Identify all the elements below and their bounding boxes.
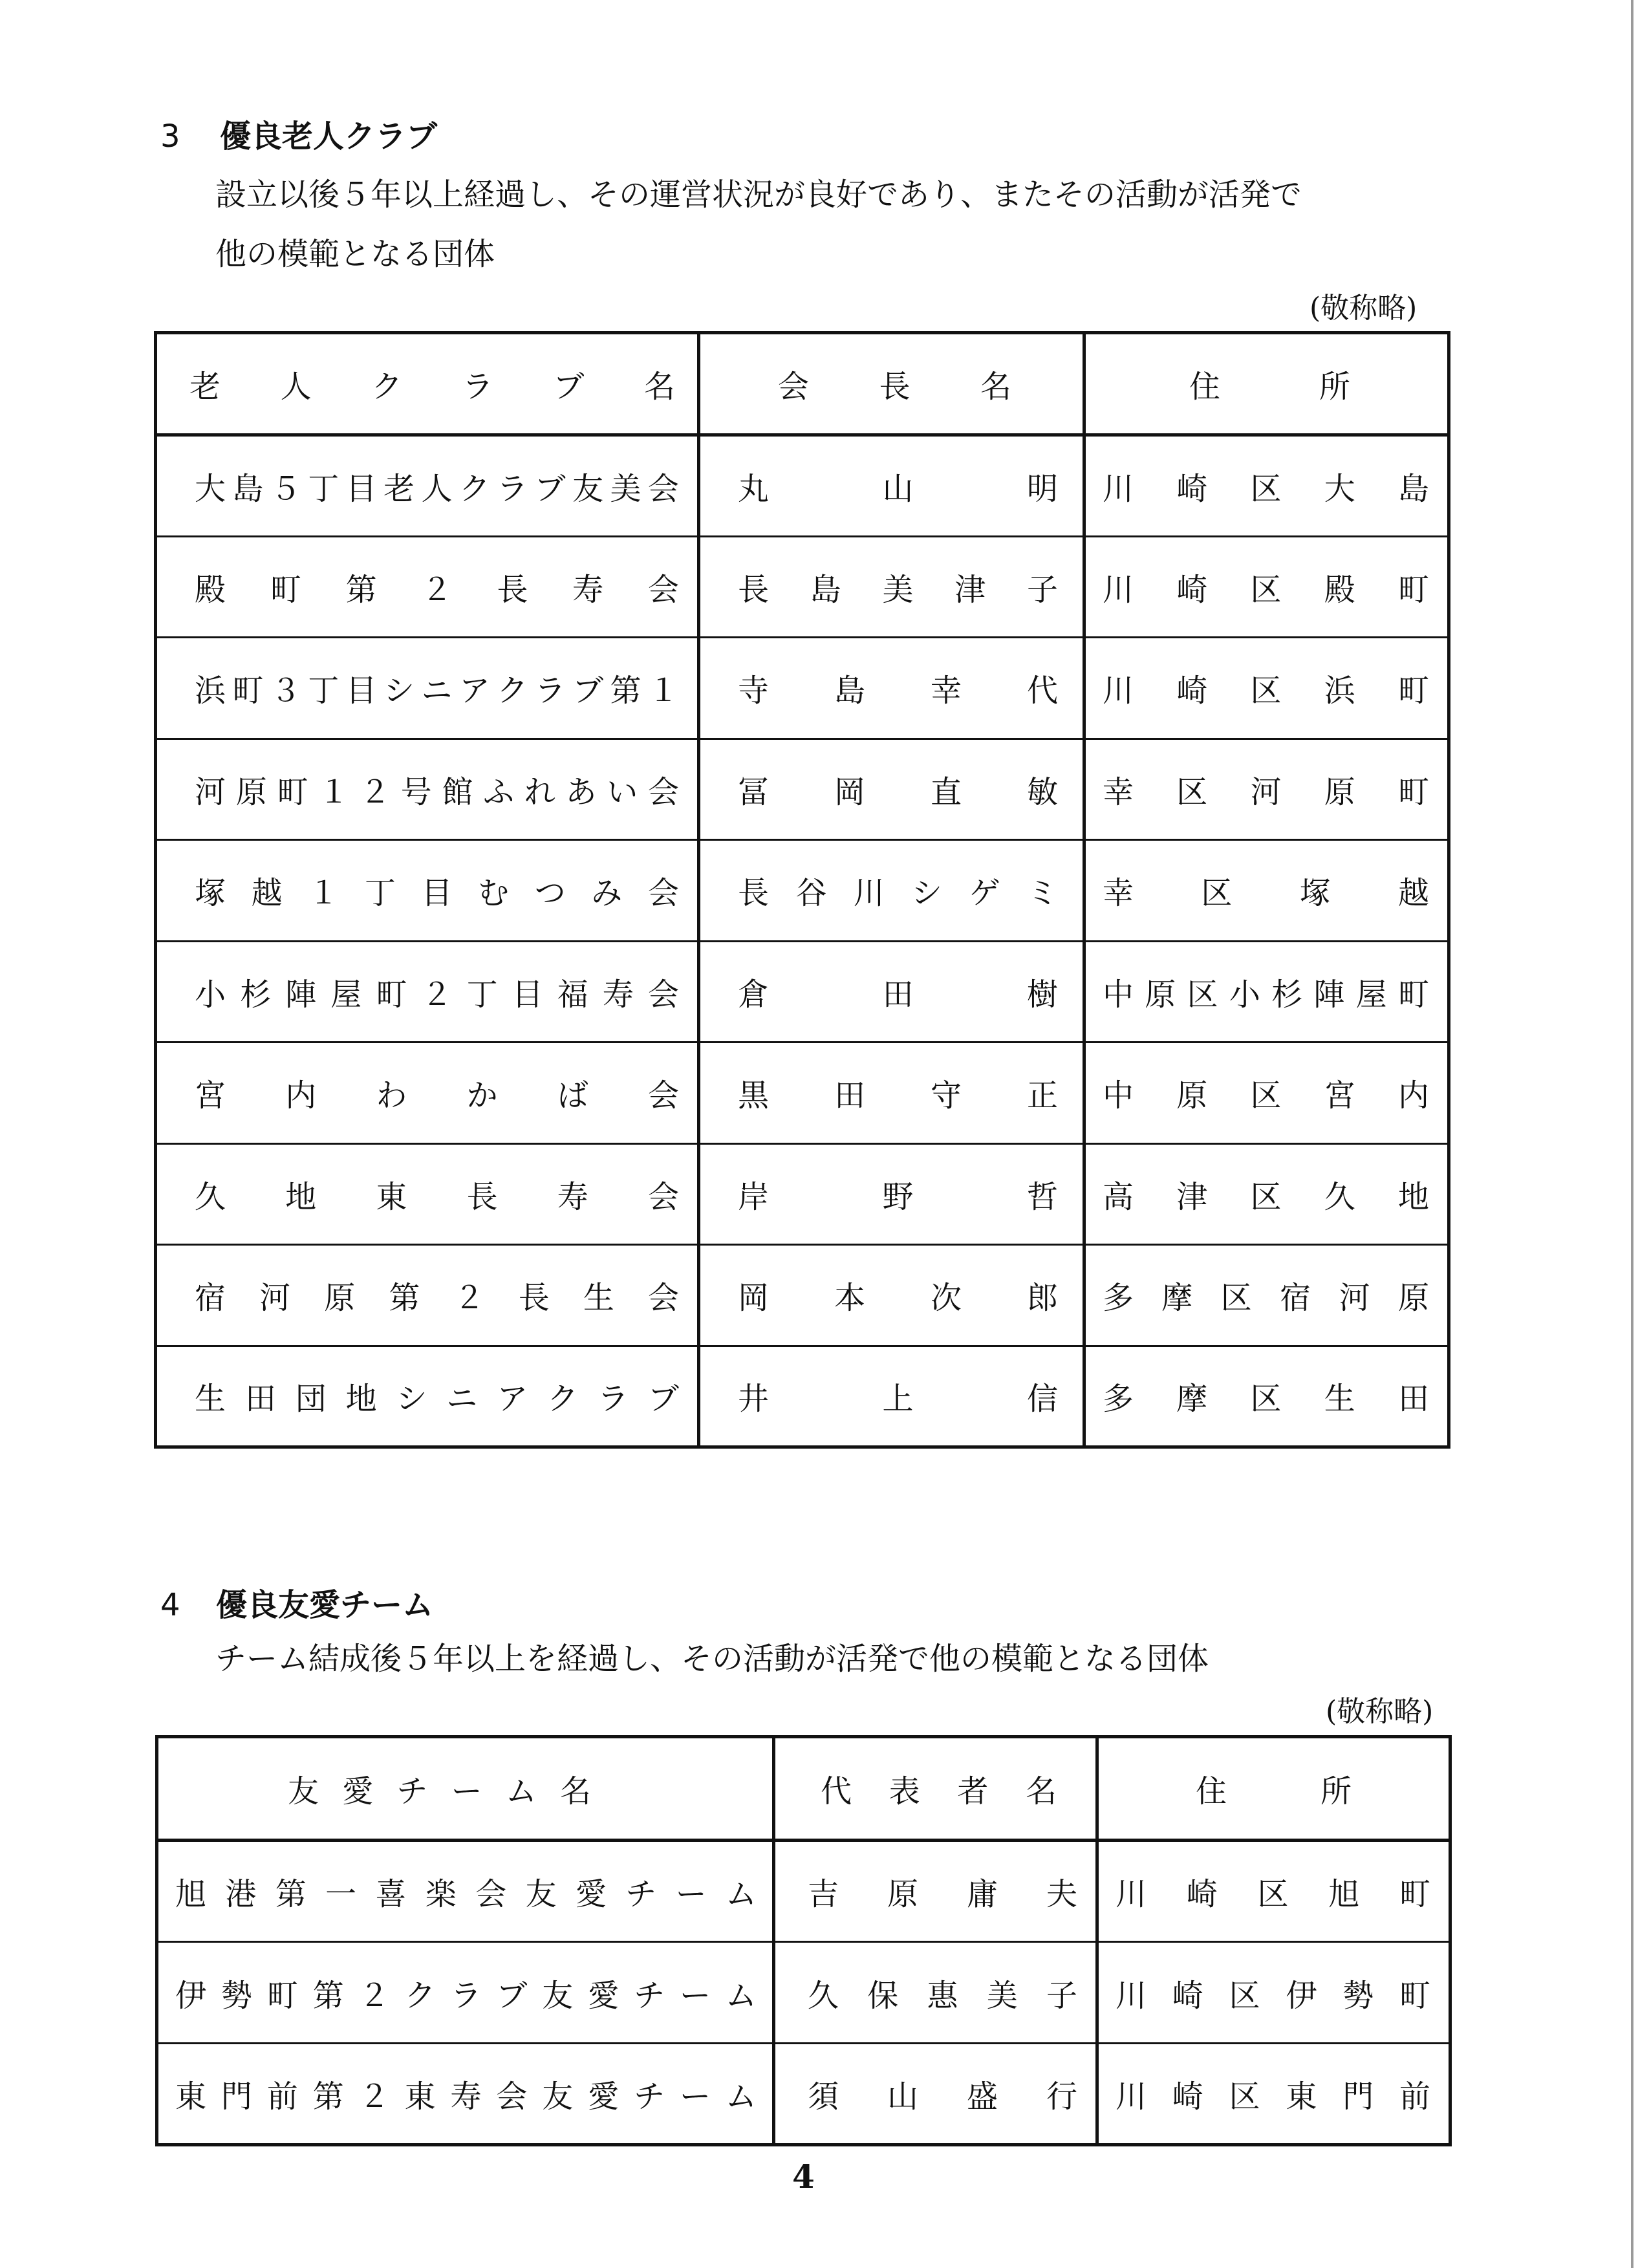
table-row [156, 1346, 1449, 1447]
cell-text: 川 崎 区 旭 町 [1116, 1876, 1430, 1912]
cell-text: 川 崎 区 東 門 前 [1116, 2079, 1430, 2115]
cell-text: 老 人 ク ラ ブ 名 [189, 369, 675, 405]
cell-text: 川 崎 区 伊 勢 町 [1116, 1977, 1430, 2014]
address-cell [1097, 1841, 1450, 1942]
table-row [157, 1942, 1450, 2044]
club-name-cell [156, 1346, 699, 1447]
address-cell [1084, 1245, 1449, 1346]
cell-text: 久 保 惠 美 子 [808, 1977, 1077, 2014]
cell-text: 浜 町 ３ 丁 目 シ ニ ア ク ラ ブ 第 １ [195, 673, 679, 709]
cell-text: 長 谷 川 シ ゲ ミ [738, 875, 1058, 912]
cell-text: 殿 町 第 ２ 長 寿 会 [195, 571, 679, 608]
team-name-cell [157, 1942, 774, 2044]
cell-text: 塚 越 １ 丁 目 む つ み 会 [195, 875, 679, 912]
cell-text: 大 島 ５ 丁 目 老 人 ク ラ ブ 友 美 会 [195, 470, 679, 507]
cell-text: 代 表 者 名 [821, 1773, 1057, 1809]
cell-text: 川 崎 区 大 島 [1103, 470, 1429, 507]
section-4-description: チーム結成後５年以上を経過し、その活動が活発で他の模範となる団体 [215, 1641, 1209, 1677]
chair-name-cell [699, 1143, 1084, 1245]
table-row [156, 435, 1449, 537]
club-name-cell [156, 941, 699, 1042]
club-name-cell [156, 435, 699, 537]
address-cell [1084, 1143, 1449, 1245]
cell-text: 住 所 [1196, 1773, 1352, 1809]
table-row [156, 1245, 1449, 1346]
cell-text: 冨 岡 直 敏 [738, 773, 1058, 810]
cell-text: 旭 港 第 一 喜 楽 会 友 愛 チ ー ム [175, 1876, 757, 1912]
cell-text: 生 田 団 地 シ ニ ア ク ラ ブ [195, 1381, 679, 1418]
club-name-cell [156, 1143, 699, 1245]
chair-name-cell [699, 840, 1084, 942]
table-header-row [157, 1737, 1450, 1841]
header-address [1084, 333, 1449, 435]
representative-name-cell [774, 1942, 1097, 2044]
section-title: 優良老人クラブ [220, 118, 438, 155]
club-name-cell [156, 1042, 699, 1144]
cell-text: 岡 本 次 郎 [738, 1280, 1058, 1317]
cell-text: 中 原 区 宮 内 [1103, 1077, 1429, 1114]
cell-text: 吉 原 庸 夫 [808, 1876, 1077, 1912]
cell-text: 宮 内 わ か ば 会 [195, 1077, 679, 1114]
cell-text: 須 山 盛 行 [808, 2079, 1077, 2115]
cell-text: 宿 河 原 第 ２ 長 生 会 [195, 1280, 679, 1317]
section-title: 優良友愛チーム [216, 1587, 434, 1623]
honorific-note: (敬称略) [1326, 1695, 1434, 1728]
table-row [156, 536, 1449, 638]
cell-text: 川 崎 区 浜 町 [1103, 673, 1429, 709]
address-cell [1084, 638, 1449, 739]
table-row [156, 1143, 1449, 1245]
cell-text: 東 門 前 第 ２ 東 寿 会 友 愛 チ ー ム [175, 2079, 757, 2115]
chair-name-cell [699, 941, 1084, 1042]
address-cell [1084, 1042, 1449, 1144]
header-representative-name [774, 1737, 1097, 1841]
cell-text: 岸 野 哲 [738, 1178, 1058, 1215]
cell-text: 幸 区 河 原 町 [1103, 773, 1429, 810]
table-header-row [156, 333, 1449, 435]
cell-text: 小 杉 陣 屋 町 ２ 丁 目 福 寿 会 [195, 976, 679, 1013]
address-cell [1084, 435, 1449, 537]
chair-name-cell [699, 638, 1084, 739]
address-cell [1097, 1942, 1450, 2044]
cell-text: 伊 勢 町 第 ２ ク ラ ブ 友 愛 チ ー ム [175, 1977, 757, 2014]
cell-text: 多 摩 区 生 田 [1103, 1381, 1429, 1418]
cell-text: 井 上 信 [738, 1381, 1058, 1418]
cell-text: 多 摩 区 宿 河 原 [1103, 1280, 1429, 1317]
elderly-clubs-table [154, 331, 1450, 1449]
club-name-cell [156, 840, 699, 942]
address-cell [1084, 941, 1449, 1042]
address-cell [1084, 840, 1449, 942]
cell-text: 寺 島 幸 代 [738, 673, 1058, 709]
chair-name-cell [699, 1042, 1084, 1144]
header-team-name [157, 1737, 774, 1841]
table-row [156, 638, 1449, 739]
header-club-name [156, 333, 699, 435]
page-edge [1631, 0, 1633, 2268]
cell-text: 高 津 区 久 地 [1103, 1178, 1429, 1215]
header-address [1097, 1737, 1450, 1841]
chair-name-cell [699, 536, 1084, 638]
header-chair-name [699, 333, 1084, 435]
chair-name-cell [699, 1245, 1084, 1346]
table-row [157, 2044, 1450, 2145]
cell-text: 倉 田 樹 [738, 976, 1058, 1013]
cell-text: 長 島 美 津 子 [738, 571, 1058, 608]
address-cell [1084, 1346, 1449, 1447]
cell-text: 会 長 名 [778, 369, 1011, 405]
cell-text: 住 所 [1189, 369, 1350, 405]
club-name-cell [156, 536, 699, 638]
cell-text: 友 愛 チ ー ム 名 [288, 1773, 591, 1809]
table-row [156, 840, 1449, 942]
club-name-cell [156, 1245, 699, 1346]
cell-text: 川 崎 区 殿 町 [1103, 571, 1429, 608]
chair-name-cell [699, 739, 1084, 840]
chair-name-cell [699, 435, 1084, 537]
team-name-cell [157, 2044, 774, 2145]
section-3-description-line-1: 設立以後５年以上経過し、その運営状況が良好であり、またその活動が活発で [215, 177, 1302, 213]
team-name-cell [157, 1841, 774, 1942]
address-cell [1084, 739, 1449, 840]
section-3-heading [160, 111, 437, 156]
cell-text: 久 地 東 長 寿 会 [195, 1178, 679, 1215]
address-cell [1084, 536, 1449, 638]
section-number: 4 [160, 1587, 180, 1623]
section-3-description-line-2: 他の模範となる団体 [215, 236, 495, 272]
cell-text: 丸 山 明 [738, 470, 1058, 507]
club-name-cell [156, 638, 699, 739]
cell-text: 黒 田 守 正 [738, 1077, 1058, 1114]
table-row [157, 1841, 1450, 1942]
cell-text: 河 原 町 １ ２ 号 館 ふ れ あ い 会 [195, 773, 679, 810]
friendship-teams-table [155, 1735, 1452, 2146]
address-cell [1097, 2044, 1450, 2145]
section-number: 3 [160, 118, 180, 155]
page-number: 4 [792, 2157, 815, 2196]
table-row [156, 739, 1449, 840]
representative-name-cell [774, 1841, 1097, 1942]
club-name-cell [156, 739, 699, 840]
honorific-note: (敬称略) [1310, 292, 1417, 325]
section-4-heading [160, 1580, 433, 1625]
table-row [156, 1042, 1449, 1144]
chair-name-cell [699, 1346, 1084, 1447]
cell-text: 幸 区 塚 越 [1103, 875, 1429, 912]
representative-name-cell [774, 2044, 1097, 2145]
cell-text: 中 原 区 小 杉 陣 屋 町 [1103, 976, 1429, 1013]
table-row [156, 941, 1449, 1042]
